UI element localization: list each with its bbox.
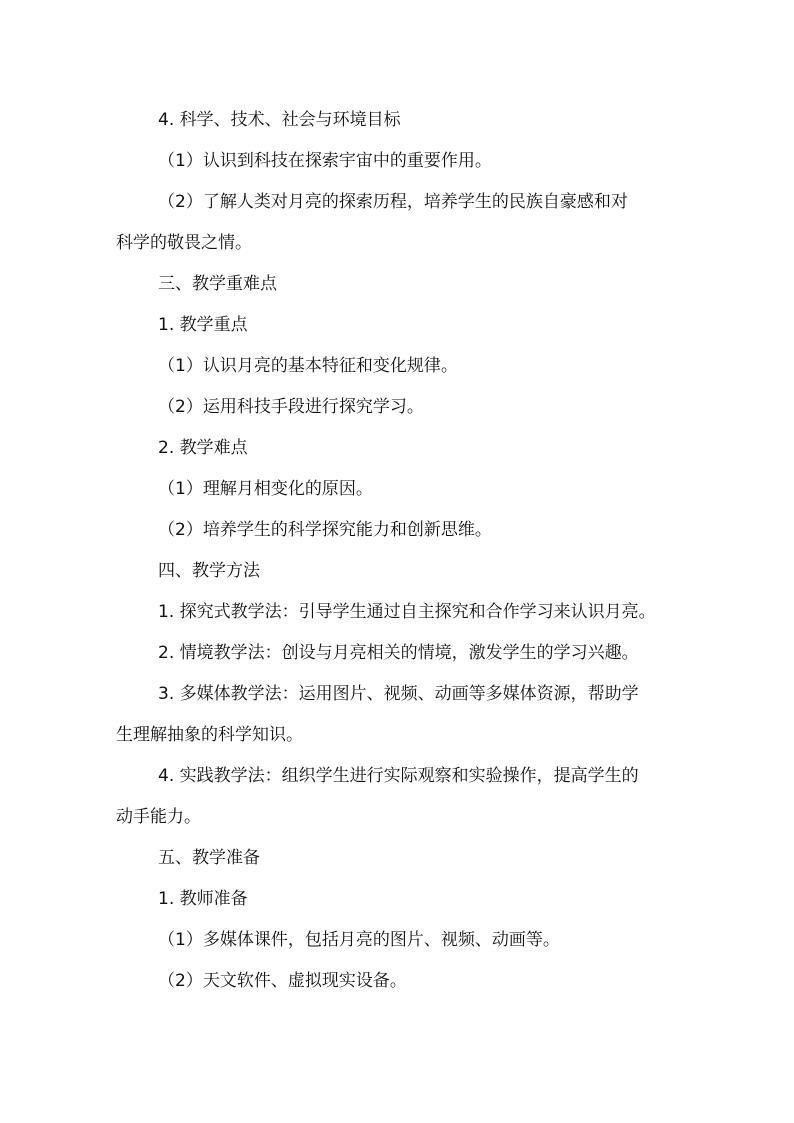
section-heading-key-difficult-points: 三、教学重难点 bbox=[158, 274, 277, 294]
subheading-sts-goals: 4. 科学、技术、社会与环境目标 bbox=[158, 110, 401, 130]
list-item-continuation: 科学的敬畏之情。 bbox=[116, 233, 252, 253]
method-item-continuation: 生理解抽象的科学知识。 bbox=[116, 725, 303, 745]
list-item: （2）了解人类对月亮的探索历程，培养学生的民族自豪感和对 bbox=[158, 192, 628, 212]
subheading-teacher-preparation: 1. 教师准备 bbox=[158, 889, 248, 909]
list-item: （2）运用科技手段进行探究学习。 bbox=[158, 397, 424, 417]
list-item: （1）认识月亮的基本特征和变化规律。 bbox=[158, 356, 458, 376]
method-item: 2. 情境教学法：创设与月亮相关的情境，激发学生的学习兴趣。 bbox=[158, 643, 639, 663]
section-heading-teaching-preparation: 五、教学准备 bbox=[158, 848, 260, 868]
list-item: （1）多媒体课件，包括月亮的图片、视频、动画等。 bbox=[158, 930, 560, 950]
document-body bbox=[116, 100, 686, 1002]
subheading-key-points: 1. 教学重点 bbox=[158, 315, 248, 335]
subheading-difficult-points: 2. 教学难点 bbox=[158, 438, 248, 458]
section-heading-teaching-methods: 四、教学方法 bbox=[158, 561, 260, 581]
method-item: 1. 探究式教学法：引导学生通过自主探究和合作学习来认识月亮。 bbox=[158, 602, 656, 622]
method-item: 3. 多媒体教学法：运用图片、视频、动画等多媒体资源，帮助学 bbox=[158, 684, 639, 704]
list-item: （1）认识到科技在探索宇宙中的重要作用。 bbox=[158, 151, 492, 171]
list-item: （2）天文软件、虚拟现实设备。 bbox=[158, 971, 407, 991]
list-item: （2）培养学生的科学探究能力和创新思维。 bbox=[158, 520, 492, 540]
list-item: （1）理解月相变化的原因。 bbox=[158, 479, 373, 499]
method-item: 4. 实践教学法：组织学生进行实际观察和实验操作，提高学生的 bbox=[158, 766, 639, 786]
method-item-continuation: 动手能力。 bbox=[116, 807, 201, 827]
